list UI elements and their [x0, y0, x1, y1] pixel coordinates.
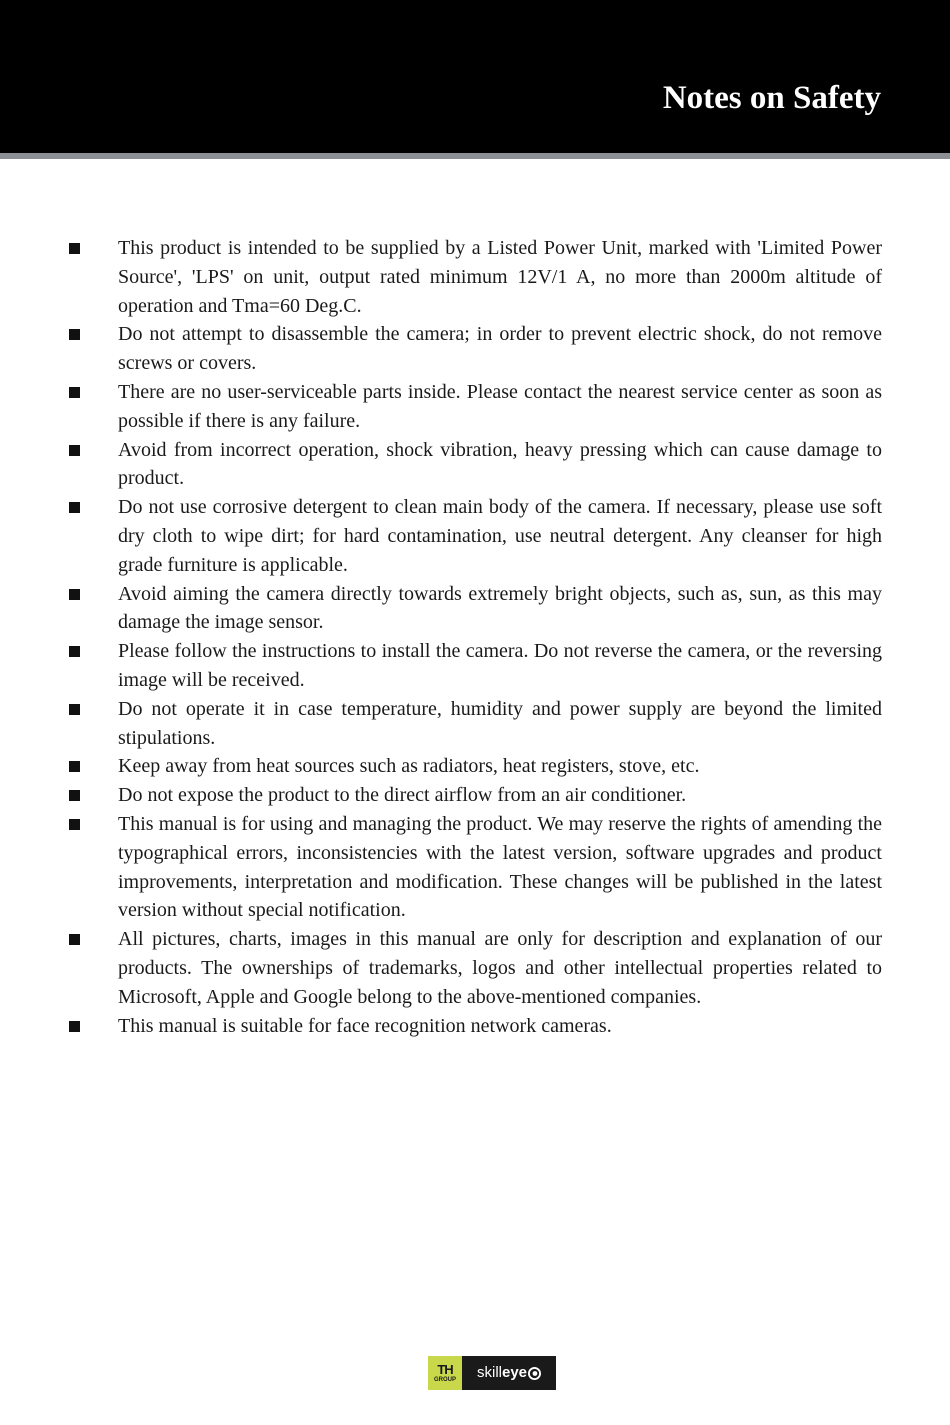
bullet-square-icon	[69, 387, 80, 398]
eye-icon	[528, 1367, 541, 1380]
safety-notes-list	[68, 234, 882, 1040]
skilleye-logo	[462, 1356, 556, 1390]
bullet-square-icon	[69, 704, 80, 715]
safety-note-item	[68, 1012, 882, 1041]
brand-light-text: skill	[476, 1364, 502, 1381]
safety-note-text: This manual is for using and managing the product. We may reserve the rights of amending the typographical errors, inconsistencies with the latest version, software upgrades and product improvements, interpretation and modification. These changes will be published in the latest version without special notification.	[118, 812, 882, 922]
bullet-square-icon	[69, 1021, 80, 1032]
safety-note-item	[68, 810, 882, 925]
header-bar	[0, 0, 950, 153]
safety-note-item	[68, 234, 882, 320]
header-divider	[0, 153, 950, 159]
safety-note-item	[68, 378, 882, 436]
bullet-square-icon	[69, 934, 80, 945]
bullet-square-icon	[69, 819, 80, 830]
safety-note-text: This product is intended to be supplied by a Listed Power Unit, marked with 'Limited Power Source', 'LPS' on unit, output rated minimum 12V/1 A, no more than 2000m altitude of operation and Tma=60 Deg.C.	[118, 237, 882, 317]
safety-note-text: Please follow the instructions to install the camera. Do not reverse the camera, or the reversing image will be received.	[118, 640, 882, 691]
safety-note-item	[68, 781, 882, 810]
safety-note-item	[68, 752, 882, 781]
bullet-square-icon	[69, 243, 80, 254]
th-logo-sub: GROUP	[433, 1376, 456, 1383]
safety-note-text: Avoid from incorrect operation, shock vibration, heavy pressing which can cause damage to product.	[118, 438, 882, 490]
th-group-logo	[428, 1356, 462, 1390]
safety-note-text: Do not use corrosive detergent to clean main body of the camera. If necessary, please use soft dry cloth to wipe dirt; for hard contamination, use neutral detergent. Any cleanser for high grade furniture is applicable.	[118, 496, 882, 576]
safety-note-item	[68, 580, 882, 638]
safety-note-text: Do not attempt to disassemble the camera; in order to prevent electric shock, do not remove screws or covers.	[118, 323, 882, 375]
safety-note-item	[68, 436, 882, 494]
bullet-square-icon	[69, 790, 80, 801]
brand-bold-text: eye	[501, 1364, 528, 1381]
th-logo-mark: TH	[437, 1361, 453, 1377]
safety-note-text: This manual is suitable for face recognition network cameras.	[118, 1014, 612, 1037]
safety-note-text: There are no user-serviceable parts inside. Please contact the nearest service center as soon as possible if there is any failure.	[118, 380, 882, 432]
footer-logo	[428, 1356, 556, 1390]
bullet-square-icon	[69, 445, 80, 456]
bullet-square-icon	[69, 589, 80, 600]
safety-note-text: Do not operate it in case temperature, humidity and power supply are beyond the limited stipulations.	[118, 697, 882, 749]
safety-note-item	[68, 637, 882, 695]
safety-note-item	[68, 695, 882, 753]
safety-note-text: All pictures, charts, images in this manual are only for description and explanation of our products. The ownerships of trademarks, logos and other intellectual properties related to Microsoft, Apple and Google belong to the above-mentioned companies.	[118, 928, 882, 1008]
safety-note-text: Do not expose the product to the direct airflow from an air conditioner.	[118, 784, 687, 807]
bullet-square-icon	[69, 646, 80, 657]
safety-note-text: Keep away from heat sources such as radiators, heat registers, stove, etc.	[118, 755, 700, 778]
bullet-square-icon	[69, 761, 80, 772]
safety-note-item	[68, 925, 882, 1011]
safety-note-text: Avoid aiming the camera directly towards extremely bright objects, such as, sun, as this may damage the image sensor.	[118, 582, 882, 634]
safety-note-item	[68, 493, 882, 579]
bullet-square-icon	[69, 329, 80, 340]
bullet-square-icon	[69, 502, 80, 513]
page-title: Notes on Safety	[662, 80, 881, 116]
safety-note-item	[68, 320, 882, 378]
